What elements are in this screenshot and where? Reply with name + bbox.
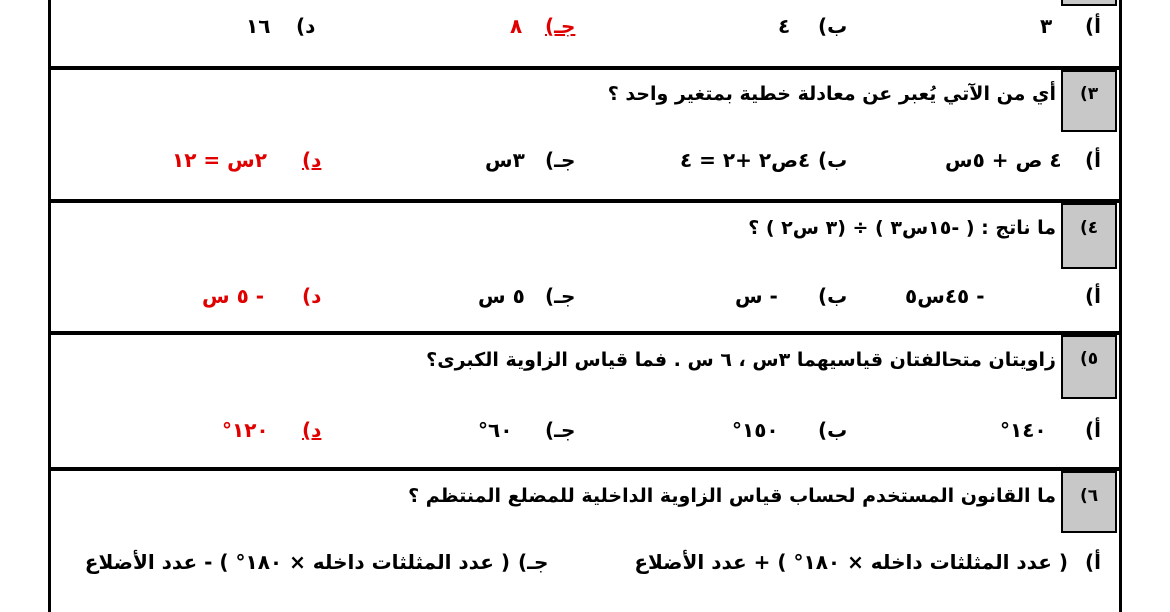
option-d-label: د)	[302, 418, 322, 442]
option-a-label: أ)	[1085, 418, 1101, 442]
option-d: ١٦	[246, 14, 271, 38]
option-a-label: أ)	[1085, 550, 1101, 574]
option-a-label: أ)	[1085, 14, 1101, 38]
option-c-label: جـ)	[545, 148, 576, 172]
option-c: ٦٠°	[478, 418, 513, 442]
option-b-label: ب)	[818, 14, 848, 38]
question-number: ٤)	[1080, 218, 1099, 238]
option-a: - ٤٥س٥	[905, 284, 985, 308]
question-text: ما القانون المستخدم لحساب قياس الزاوية الداخلية للمضلع المنتظم ؟	[408, 485, 1056, 507]
row-divider	[48, 199, 1122, 203]
question-number-box	[1061, 0, 1117, 6]
option-b: ٤ص٢ +٢ = ٤	[680, 148, 811, 172]
question-text: زاويتان متحالفتان قياسيهما ٣س ، ٦ س . فما قياس الزاوية الكبرى؟	[426, 349, 1056, 371]
option-b-label: ب)	[818, 418, 848, 442]
option-c: ٣س	[485, 148, 525, 172]
option-c: ( عدد المثلثات داخله × ١٨٠° ) - عدد الأضلاع	[84, 550, 510, 574]
option-c: ٥ س	[478, 284, 525, 308]
option-b: ٤	[778, 14, 791, 38]
option-a: ١٤٠°	[1000, 418, 1047, 442]
option-d-label: د)	[302, 284, 322, 308]
option-d-correct: - ٥ س	[202, 284, 265, 308]
question-number: ٣)	[1080, 84, 1099, 104]
option-d-correct: ٢س = ١٢	[172, 148, 267, 172]
option-b-label: ب)	[818, 148, 848, 172]
option-b: ١٥٠°	[732, 418, 779, 442]
row-divider	[48, 467, 1122, 471]
option-c-label: جـ)	[545, 284, 576, 308]
option-a: ٤ ص + ٥س	[945, 148, 1062, 172]
option-c-label: جـ)	[518, 550, 549, 574]
option-a: ٣	[1040, 14, 1053, 38]
question-number: ٥)	[1080, 349, 1099, 369]
question-number: ٦)	[1080, 486, 1099, 506]
row-divider	[48, 66, 1122, 70]
option-c-label: جـ)	[545, 418, 576, 442]
option-d-correct: ١٢٠°	[222, 418, 269, 442]
option-b-label: ب)	[818, 284, 848, 308]
option-a-label: أ)	[1085, 284, 1101, 308]
option-a: ( عدد المثلثات داخله × ١٨٠° ) + عدد الأضلاع	[634, 550, 1068, 574]
option-c-label: جـ)	[545, 14, 576, 38]
question-text: أي من الآتي يُعبر عن معادلة خطية بمتغير واحد ؟	[607, 83, 1056, 105]
option-d-label: د)	[302, 148, 322, 172]
option-b: - س	[735, 284, 778, 308]
option-c-correct: ٨	[510, 14, 523, 38]
row-divider	[48, 331, 1122, 335]
option-a-label: أ)	[1085, 148, 1101, 172]
option-d-label: د)	[296, 14, 316, 38]
question-text: ما ناتج : ( -١٥س٣ ) ÷ (٣ س٢ ) ؟	[748, 217, 1056, 239]
